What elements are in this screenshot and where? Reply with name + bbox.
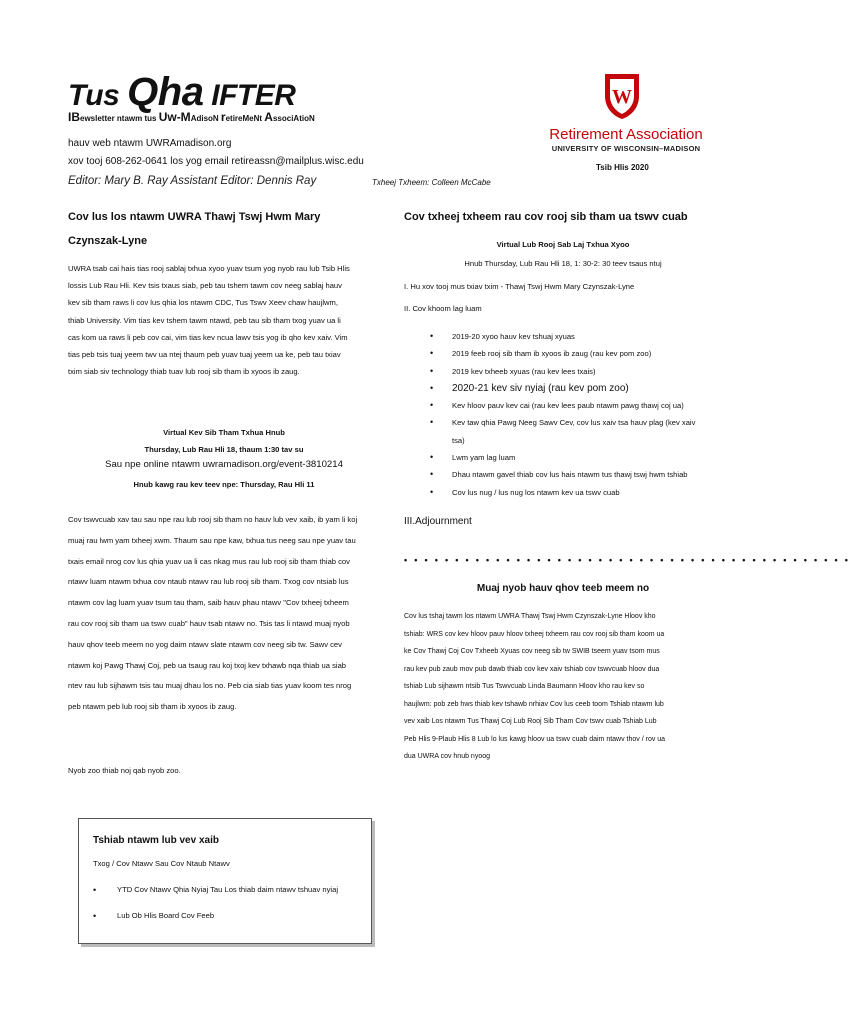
president-heading <box>68 205 380 253</box>
dotted-divider: • • • • • • • • • • • • • • • • • • • • • • • • • • • • • • • • • • • • • • • • • • • • <box>404 555 850 565</box>
writer-line: Txheej Txheem: Colleen McCabe <box>372 178 491 187</box>
message-line: hauv qhov teeb meem no yog daim ntawv slate ntawm cov neeg sib tw. Sawv cev <box>68 639 342 649</box>
closing-line: Nyob zoo thiab noj qab nyob zoo. <box>68 766 181 775</box>
message-line: ntawm koj Pawg Thawj Coj, peb ua tsaug rau koj txoj kev txhawb nqa thiab ua siab <box>68 660 347 670</box>
logo-university: UNIVERSITY OF WISCONSIN–MADISON <box>551 144 701 153</box>
title-part: Qha <box>127 70 204 114</box>
message-line: tias peb tsis tuaj yeem twv ua ntej thaum peb yuav tuaj yeem ua ke, peb tau txiav <box>68 350 341 360</box>
agenda-bullet: • Cov lus nug / lus nug los ntawm kev ua tswv cuab <box>404 484 722 501</box>
agenda-bullet: • 2019 feeb rooj sib tham ib xyoos ib zaug (rau kev pom zoo) <box>404 345 722 362</box>
president-message <box>68 260 380 380</box>
subtitle-part: ssociAtioN <box>272 114 315 123</box>
issue-line: dua UWRA cov hnub nyoog <box>404 753 490 760</box>
box-item: • YTD Cov Ntawv Qhia Nyiaj Tau Los thiab daim ntawv tshuav nyiaj <box>79 877 369 903</box>
issue-line: Peb Hlis 9-Plaub Hlis 8 Lub lo lus kawg hloov ua tswv cuab daim ntawv thov / rov ua <box>404 735 666 743</box>
agenda-bullet: • 2019-20 xyoo hauv kev tshuaj xyuas <box>404 328 722 345</box>
message-line: ntawv luam ntawm txhua cov ntaub ntawv rau lub rooj sib tham. Txog cov ntsiab lus <box>68 577 349 587</box>
editors-line: Editor: Mary B. Ray Assistant Editor: Dennis Ray <box>68 175 317 187</box>
title-part: Tus <box>68 79 128 112</box>
box-heading: Tshiab ntawm lub vev xaib <box>93 835 219 846</box>
membership-message <box>68 510 380 718</box>
issue-date: Tsib Hlis 2020 <box>596 163 649 172</box>
in-this-issue-body <box>404 608 722 766</box>
issue-line: ke Cov Thawj Coj Cov Txheeb Xyuas cov neeg sib tw SWIB tseem yuav tsom mus <box>404 648 660 655</box>
issue-line: rau kev pub zaub mov pub dawb thiab cov kev xaiv tshiab cov tswvcuab hloov dua <box>404 665 660 673</box>
issue-line: tshiab Lub sijhawm ntsib Tus Tswvcuab Linda Baumann Hloov kho rau kev so <box>404 683 645 690</box>
message-line: ntev rau lub sijhawm tsis tau muaj dhau los no. Peb cia siab tias yuav koom tes nrog <box>68 681 352 691</box>
heading-line: Czynszak-Lyne <box>68 235 148 247</box>
event-title: Virtual Kev Sib Tham Txhua Hnub <box>163 428 285 437</box>
subtitle-part: AdisoN <box>190 114 221 123</box>
agenda-bullet: • Dhau ntawm gavel thiab cov lus hais ntawm tus thawj tswj hwm tshiab <box>404 466 722 483</box>
message-line: Cov tswvcuab xav tau sau npe rau lub rooj sib tham no hauv lub vev xaib, ib yam li koj <box>68 515 358 524</box>
procedures-heading: Cov txheej txheem rau cov rooj sib tham ua tswv cuab <box>404 211 688 223</box>
message-line: muaj rau lwm yam txheej xwm. Thaum sau npe kaw, txhua tus neeg sau npe yuav tau <box>68 535 356 545</box>
meeting-time: Hnub Thursday, Lub Rau Hli 18, 1: 30-2: 30 teev tsaus ntuj <box>464 259 662 268</box>
message-line: UWRA tsab cai hais tias rooj sablaj txhua xyoo yuav tsum yog nyob rau lub Tsib Hlis <box>68 264 350 273</box>
box-item: • Lub Ob Hlis Board Cov Feeb <box>79 903 369 929</box>
subtitle-part: IB <box>68 110 80 124</box>
adjournment: III.Adjournment <box>404 516 472 527</box>
subtitle-part: etireMeNt <box>225 114 265 123</box>
message-line: txais email nrog cov lus qhia yuav ua li cas nkag mus rau lub rooj sib tham thiab cov <box>68 556 350 566</box>
uw-crest-icon <box>603 70 641 120</box>
agenda-bullet: • Lwm yam lag luam <box>404 449 722 466</box>
masthead-subtitle <box>68 110 315 124</box>
message-line: ntawm cov lag luam yuav tsum tau tham, saib hauv phau ntawv "Cov txheej txheem <box>68 598 349 608</box>
issue-line: tshiab: WRS cov kev hloov pauv hloov txheej txheem rau cov rooj sib tham koom ua <box>404 630 665 638</box>
agenda-bullet-cont: tsa) <box>452 435 465 445</box>
website-news-box <box>78 818 372 944</box>
message-line: txim siab siv technology thiab tuav lub rooj sib tham ib xyoos ib zaug. <box>68 367 300 377</box>
meeting-title: Virtual Lub Rooj Sab Laj Txhua Xyoo <box>496 240 630 249</box>
crest-letter: W <box>612 86 632 108</box>
logo-name: Retirement Association <box>549 126 703 143</box>
agenda-bullets <box>404 328 722 501</box>
event-register-link[interactable]: Sau npe online ntawm uwramadison.org/event-3810214 <box>105 459 343 470</box>
subtitle-part: Uw-M <box>158 110 191 124</box>
box-intro: Txog / Cov Ntawv Sau Cov Ntaub Ntawv <box>93 859 230 868</box>
issue-line: Cov lus tshaj tawm los ntawm UWRA Thawj Tswj Hwm Czynszak-Lyne Hloov kho <box>404 613 656 620</box>
subtitle-part: r <box>220 110 226 124</box>
agenda-bullet: • 2020-21 kev siv nyiaj (rau kev pom zoo) <box>404 380 722 397</box>
masthead-title <box>68 70 295 115</box>
agenda-item-1: I. Hu xov tooj mus txiav txim - Thawj Tswj Hwm Mary Czynszak-Lyne <box>404 282 635 291</box>
agenda-bullet: • Kev taw qhia Pawg Neeg Sawv Cev, cov lus xaiv tsa hauv plag (kev xaiv <box>404 414 722 431</box>
message-line: kev sib tham raws li cov lus qhia los ntawm CDC, Tus Tswv Xeev chaw haujlwm, <box>68 298 338 308</box>
message-line: lossis Lub Rau Hli. Kev tsis txaus siab, peb tau tshem tawm cov neeg sablaj hauv <box>68 281 342 291</box>
message-line: peb ntawm peb lub rooj sib tham ib xyoos ib zaug. <box>68 702 237 712</box>
agenda-bullet: • Kev hloov pauv kev cai (rau kev lees paub ntawm pawg thawj coj ua) <box>404 397 722 414</box>
subtitle-part: ewsletter ntawm tus <box>80 114 159 123</box>
in-this-issue-heading: Muaj nyob hauv qhov teeb meem no <box>476 583 650 594</box>
event-deadline: Hnub kawg rau kev teev npe: Thursday, Rau Hli 11 <box>133 480 315 489</box>
contact-line: xov tooj 608-262-0641 los yog email retireassn@mailplus.wisc.edu <box>68 156 364 167</box>
website-line: hauv web ntawm UWRAmadison.org <box>68 138 232 149</box>
message-line: rau cov rooj sib tham ua tswv cuab" hauv tsab ntawv no. Tsis tas li ntawd muaj nyob <box>68 618 350 628</box>
event-time: Thursday, Lub Rau Hli 18, thaum 1:30 tav su <box>144 445 304 454</box>
subtitle-part: A <box>264 110 273 124</box>
message-line: cas kom ua raws li peb cov cai, vim tias kev ncua lawv tsis yog ib qho kev xaiv. Vim <box>68 332 348 342</box>
agenda-item-2: II. Cov khoom lag luam <box>404 304 482 313</box>
heading-line: Cov lus los ntawm UWRA Thawj Tswj Hwm Mary <box>68 211 321 223</box>
agenda-bullet: • 2019 kev txheeb xyuas (rau kev lees txais) <box>404 363 722 380</box>
message-line: thiab University. Vim tias kev tshem tawm ntawd, peb tau sib tham txog yuav ua li <box>68 315 341 325</box>
issue-line: haujlwm: pob zeb hws thiab kev tshawb nrhiav Cov lus ceeb toom Tshiab ntawm lub <box>404 700 664 708</box>
title-part: IFTER <box>203 79 296 112</box>
issue-line: vev xaib Los ntawm Tus Thawj Coj Lub Rooj Sib Tham Cov tswv cuab Tshiab Lub <box>404 718 657 725</box>
